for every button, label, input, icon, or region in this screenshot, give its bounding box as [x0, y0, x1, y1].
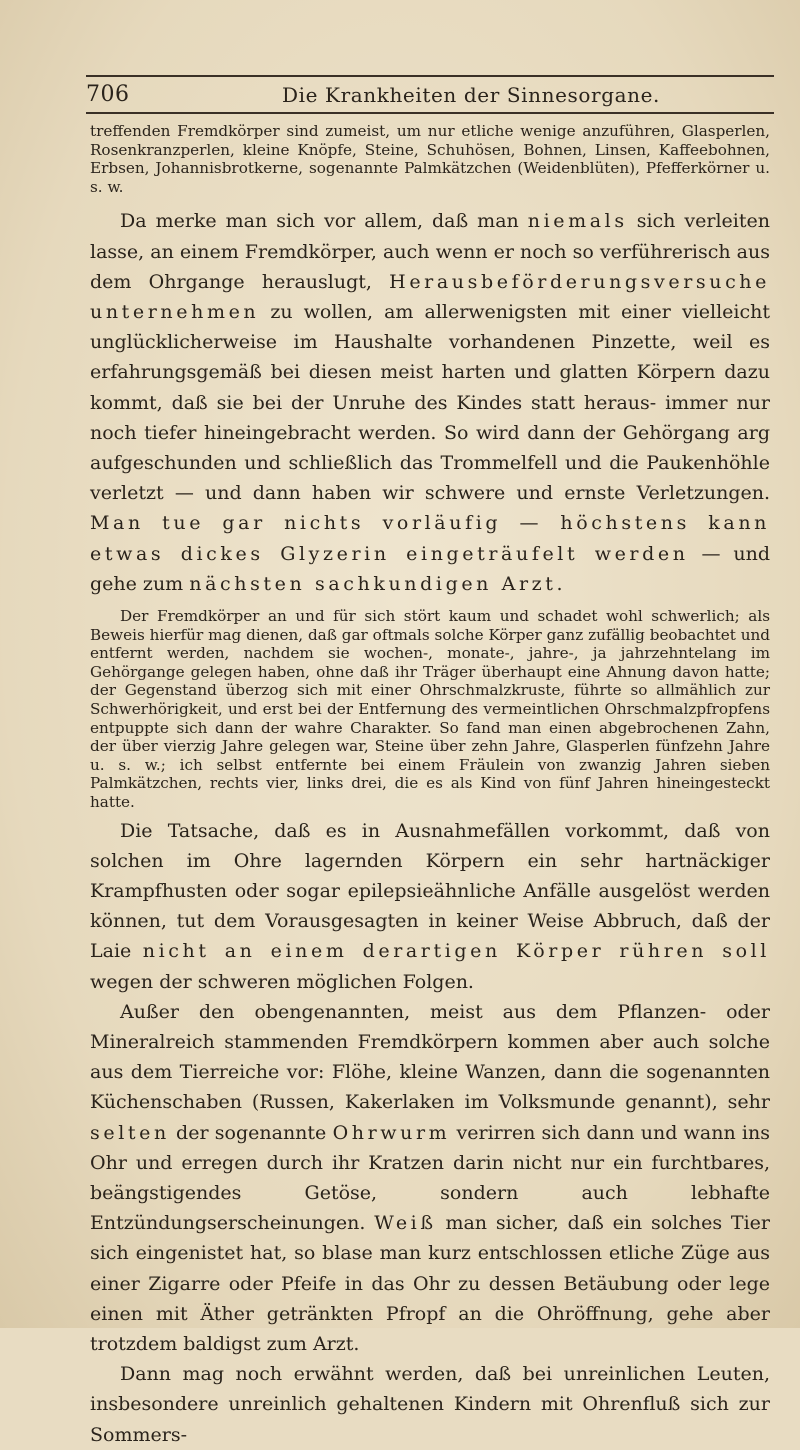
- emphasis-removal-attempts: Herausbeförderungsversuche unternehmen: [90, 270, 770, 323]
- paragraph-list-of-foreign-bodies: treffenden Fremdkörper sind zumeist, um nur etliche wenige anzuführen, Glasperlen, Rosenkranzperlen, kleine Knöpfe, Steine, Schuhösen, Bohnen, Linsen, Kaffeebohnen, Erbsen, Johannisbrotkerne, sogenannte Palmkätzchen (Weidenblüten), Pfefferkörner u. s. w.: [90, 122, 770, 196]
- page-header: [86, 82, 774, 108]
- paragraph-text: zu wollen, am allerwenigsten mit einer vielleicht unglücklicherweise im Haushalte vorhandenen Pinzette, weil es erfahrungsgemäß bei diesen meist harten und glatten Körpern dazu kommt, daß sie bei der Unruhe des Kindes statt heraus- immer nur noch tiefer hineingebracht werden. So wird dann der Gehörgang arg aufgeschunden und schließlich das Trommelfell und die Paukenhöhle verletzt — und dann haben wir schwere und ernste Verletzungen.: [90, 300, 770, 505]
- emphasis-selten: selten: [90, 1121, 170, 1144]
- paragraph-text: Außer den obengenannten, meist aus dem Pflanzen- oder Mineralreich stammenden Fremdkörpern kommen aber auch solche aus dem Tierreiche vor: Flöhe, kleine Wanzen, dann die sogenannten Küchenschaben (Russen, Kakerlaken im Volksmunde genannt), sehr: [90, 1000, 770, 1114]
- paragraph-final: Dann mag noch erwähnt werden, daß bei unreinlichen Leuten, insbesondere unreinlich gehaltenen Kindern mit Ohrenfluß sich zur Sommers-: [90, 1363, 770, 1446]
- page-number: 706: [86, 82, 130, 107]
- paragraph-text: Die Tatsache, daß es in Ausnahmefällen vorkommt, daß von solchen im Ohre lagernden Körpern ein sehr hartnäckiger Krampfhusten oder sogar epilepsieähnliche Anfälle ausgelöst werden können, tut dem Vorausgesagten in keiner Weise Abbruch, daß der Laie: [90, 819, 770, 963]
- paragraph-text: sich verleiten lasse, an einem Fremdkörper, auch wenn er noch so verführerisch aus dem Ohrgange herauslugt,: [90, 210, 770, 293]
- header-rule-top: [86, 75, 774, 77]
- paragraph-seizures: [90, 816, 770, 997]
- emphasis-do-nothing: Man tue gar nichts vorläufig — höchstens kann etwas dickes Glyzerin eingeträufelt werden: [90, 512, 770, 565]
- paragraph-text: — und gehe zum: [90, 542, 770, 595]
- paragraph-insects: [90, 997, 770, 1359]
- running-title: Die Krankheiten der Sinnesorgane.: [282, 83, 660, 107]
- emphasis-ohrwurm: Ohrwurm: [332, 1121, 451, 1144]
- emphasis-weiss: Weiß: [374, 1212, 437, 1235]
- paragraph-text: der sogenannte: [169, 1121, 333, 1144]
- paragraph-case-examples: Der Fremdkörper an und für sich stört kaum und schadet wohl schwerlich; als Beweis hierfür mag dienen, daß gar oftmals solche Körper ganz zufällig beobachtet und entfernt werden, nachdem sie wochen-, monate-, jahre-, ja jahrzehntelang im Gehörgange gelegen haben, ohne daß ihr Träger überhaupt eine Ahnung davon hatte; der Gegenstand überzog sich mit einer Ohrschmalzkruste, führte so allmählich zur Schwerhörigkeit, und erst bei der Entfernung des vermeintlichen Ohrschmalzpfropfens entpuppte sich dann der wahre Charakter. So fand man einen abgebrochenen Zahn, der über vierzig Jahre gelegen war, Steine über zehn Jahre, Glasperlen fünfzehn Jahre u. s. w.; ich selbst entfernte bei einem Fräulein von zwanzig Jahren sieben Palmkätzchen, rechts vier, links drei, die es als Kind von fünf Jahren hineingesteckt hatte.: [90, 607, 770, 811]
- paragraph-text: wegen der schweren möglichen Folgen.: [90, 970, 474, 993]
- emphasis-niemals: niemals: [527, 210, 628, 233]
- paragraph-text: man sicher, daß ein solches Tier sich eingenistet hat, so blase man kurz entschlossen etliche Züge aus einer Zigarre oder Pfeife in das Ohr zu dessen Betäubung oder lege einen mit Äther getränkten Pfropf an die Ohröffnung, gehe aber trotzdem baldigst zum Arzt.: [90, 1212, 770, 1355]
- emphasis-nearest-doctor: nächsten sachkundigen Arzt.: [189, 572, 567, 595]
- page-body: [90, 122, 770, 1450]
- emphasis-do-not-touch: nicht an einem derartigen Körper rühren soll: [142, 940, 770, 963]
- paragraph-text: Da merke man sich vor allem, daß man: [120, 210, 528, 233]
- paragraph-text: verirren sich dann und wann ins Ohr und erregen durch ihr Kratzen darin nicht nur ein furchtbares, beängstigendes Getöse, sondern auch lebhafte Entzündungserscheinungen.: [90, 1121, 770, 1235]
- paragraph-warning: [90, 206, 770, 599]
- header-rule-bottom: [86, 112, 774, 114]
